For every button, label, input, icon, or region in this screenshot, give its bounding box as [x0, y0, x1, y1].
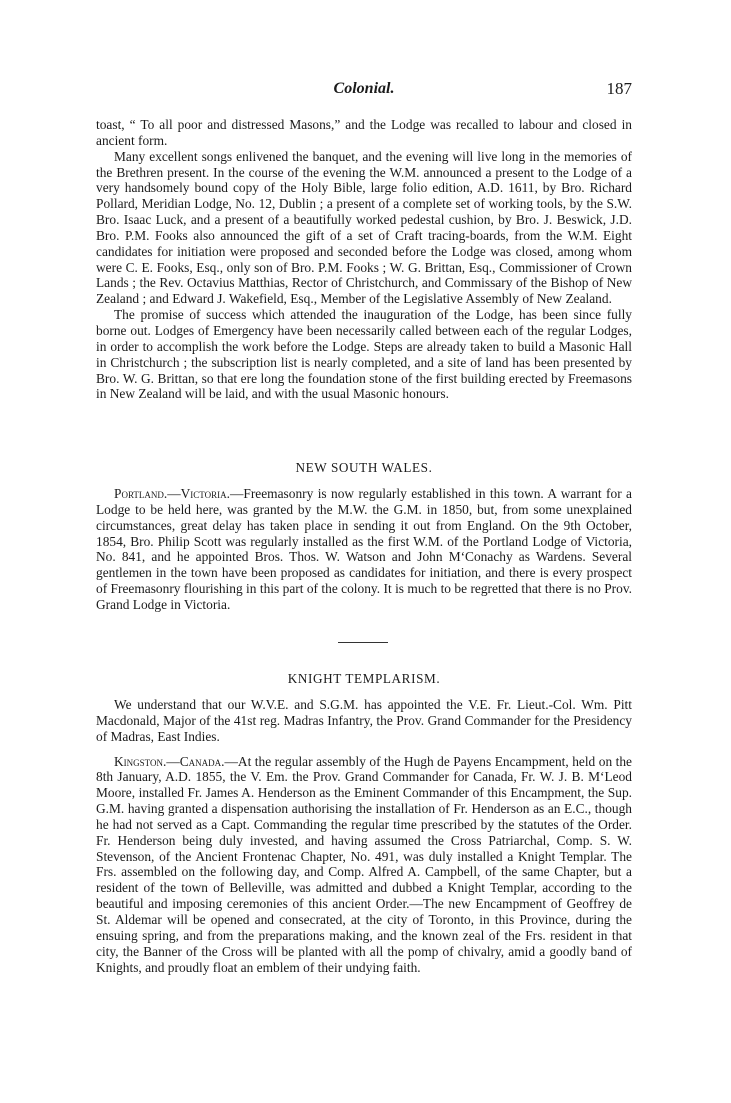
section-heading-knight-templarism: KNIGHT TEMPLARISM. — [287, 671, 441, 686]
new-south-wales-section — [96, 486, 632, 613]
running-title: Colonial. — [333, 80, 395, 97]
kingston-body: —At the regular assembly of the Hugh de Payens Encampment, held on the 8th January, A.D. 1855, the V. Em. the Prov. Grand Commander for Canada, Fr. W. J. B. M‘Leod Moore, installed Fr. James A. Henderson as the Eminent Commander of this Encampment, the Sup. G.M. having granted a dispensation authorising the installation of Fr. Henderson as an E.C., though he had not served as a Capt. Commanding the regular time prescribed by the statutes of the Order. Fr. Henderson being duly invested, and having assumed the Cross Patriarchal, Comp. S. W. Stevenson, of the Ancient Frontenac Chapter, No. 491, was duly installed a Knight Templar. The Frs. assembled on the following day, and Comp. Alfred A. Campbell, of the same Chapter, but a resident of the town of Belleville, was admitted and dubbed a Knight Templar, according to the beautiful and imposing ceremonies of this ancient Order.—The new Encampment of Geoffrey de St. Aldemar will be opened and consecrated, at the city of Toronto, in this Province, during the ensuing spring, and from the preparations making, and the known zeal of the Frs. resident in that city, the Banner of the Cross will be planted with all the pomp of chivalry, amid a goodly band of Knights, and proudly float an emblem of their undying faith. — [96, 753, 632, 975]
paragraph-kingston — [96, 754, 632, 976]
paragraph-promise: The promise of success which attended the inauguration of the Lodge, has been since fully borne out. Lodges of Emergency have been necessarily called between each of the regular Lodges, in order to accomplish the work before the Lodge. Steps are already taken to build a Masonic Hall in Christchurch ; the subscription list is nearly completed, and a site of land has been presented by Bro. W. G. Brittan, so that ere long the foundation stone of the first building erected by Freemasons in New Zealand will be laid, and with the usual Masonic honours. — [96, 307, 632, 402]
paragraph-portland — [96, 486, 632, 613]
knight-templarism-section — [96, 697, 632, 975]
portland-lead: Portland.—Victoria. — [114, 486, 230, 501]
page-number: 187 — [606, 79, 632, 98]
kingston-lead: Kingston.—Canada. — [114, 753, 225, 769]
running-head — [96, 80, 632, 102]
paragraph-toast: toast, “ To all poor and distressed Masons,” and the Lodge was recalled to labour and closed in ancient form. — [96, 117, 632, 148]
portland-body: —Freemasonry is now regularly established in this town. A warrant for a Lodge to be held here, was granted by the M.W. the G.M. in 1850, but, from some unexplained circumstances, great delay has taken place in sending it out from England. On the 9th October, 1854, Bro. Philip Scott was regularly installed as the first W.M. of the Portland Lodge of Victoria, No. 841, and he appointed Bros. Thos. W. Watson and John M‘Conachy as Wardens. Several gentlemen in the town have been proposed as candidates for initiation, and there is every prospect of Freemasonry flourishing in this part of the colony. It is much to be regretted that there is no Prov. Grand Lodge in Victoria. — [96, 486, 632, 612]
section-divider — [338, 642, 388, 643]
new-zealand-section — [96, 117, 632, 402]
section-heading-new-south-wales: NEW SOUTH WALES. — [295, 460, 433, 475]
paragraph-appointment: We understand that our W.V.E. and S.G.M. has appointed the V.E. Fr. Lieut.-Col. Wm. Pitt Macdonald, Major of the 41st reg. Madras Infantry, the Prov. Grand Commander for the Presidency of Madras, East Indies. — [96, 697, 632, 744]
paragraph-banquet: Many excellent songs enlivened the banquet, and the evening will live long in the memories of the Brethren present. In the course of the evening the W.M. announced a present to the Lodge of a very handsomely bound copy of the Holy Bible, large folio edition, A.D. 1611, by Bro. Richard Pollard, Meridian Lodge, No. 12, Dublin ; a present of a complete set of working tools, by the S.W. Bro. Isaac Luck, and a present of a beautifully worked pedestal cushion, by Bro. J. Beswick, J.D. Bro. P.M. Fooks also announced the gift of a set of Craft tracing-boards, from the W.M. Eight candidates for initiation were proposed and seconded before the Lodge was closed, among whom were C. E. Fooks, Esq., only son of Bro. P.M. Fooks ; W. G. Brittan, Esq., Commissioner of Crown Lands ; the Rev. Octavius Matthias, Rector of Christchurch, and Commissary of the Bishop of New Zealand ; and Edward J. Wakefield, Esq., Member of the Legislative Assembly of New Zealand. — [96, 148, 632, 307]
